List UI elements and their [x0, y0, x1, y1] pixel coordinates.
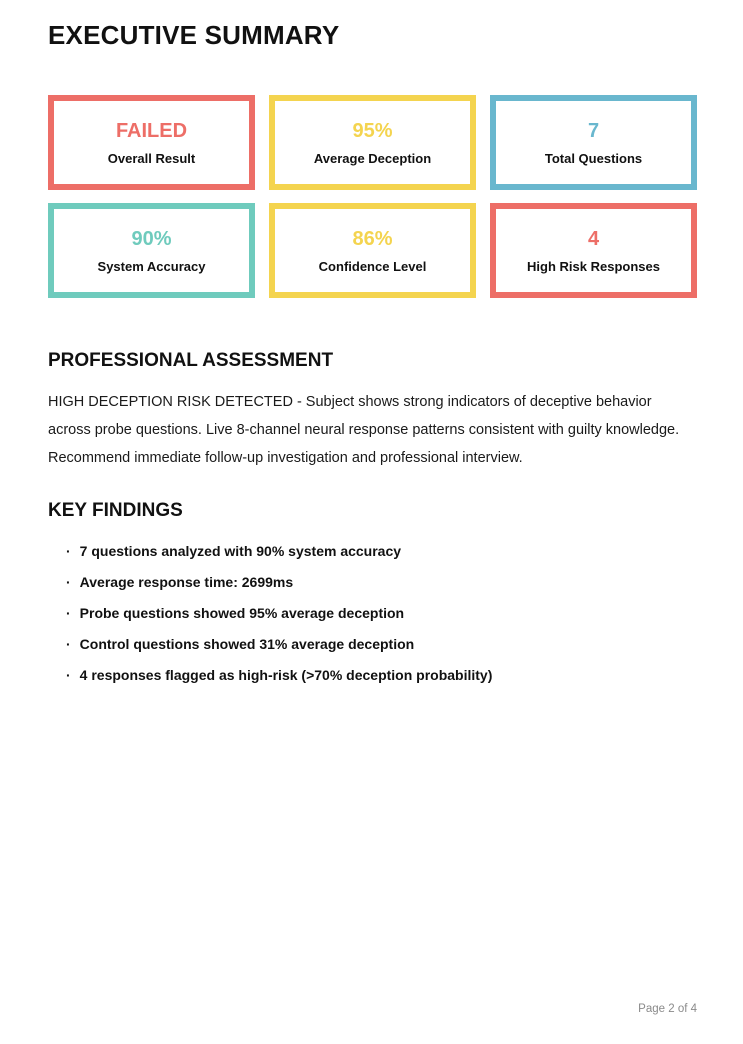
stat-card-grid [48, 95, 697, 298]
bullet-icon: · [66, 667, 71, 683]
professional-assessment-section [48, 350, 697, 472]
assessment-body-text: HIGH DECEPTION RISK DETECTED - Subject shows strong indicators of deceptive behavior across probe questions. Live 8-channel neural response patterns consistent with guilty knowledge. Recommend immediate follow-up investigation and professional interview. [48, 394, 680, 466]
finding-text: Average response time: 2699ms [79, 574, 294, 590]
stat-label: High Risk Responses [527, 258, 660, 274]
stat-card-total-questions [490, 95, 697, 190]
finding-item [66, 606, 697, 620]
stat-value: 90% [131, 227, 172, 250]
stat-card-high-risk-responses [490, 203, 697, 298]
stat-label: Average Deception [313, 150, 432, 166]
findings-list [48, 544, 697, 682]
stat-value: 4 [587, 227, 600, 250]
bullet-icon: · [66, 636, 71, 652]
page-number: Page 2 of 4 [638, 1003, 697, 1015]
bullet-icon: · [66, 574, 71, 590]
stat-card-confidence-level [269, 203, 476, 298]
stat-value: 95% [352, 119, 393, 142]
finding-item [66, 637, 697, 651]
bullet-icon: · [66, 543, 71, 559]
findings-heading: KEY FINDINGS [48, 500, 183, 521]
finding-text: 7 questions analyzed with 90% system accuracy [79, 543, 402, 559]
finding-item [66, 668, 697, 682]
stat-value: 7 [587, 119, 600, 142]
bullet-icon: · [66, 605, 71, 621]
stat-card-average-deception [269, 95, 476, 190]
stat-value: 86% [352, 227, 393, 250]
stat-label: Total Questions [544, 150, 643, 166]
stat-card-overall-result [48, 95, 255, 190]
page-title: EXECUTIVE SUMMARY [48, 20, 340, 50]
finding-item [66, 544, 697, 558]
finding-text: Control questions showed 31% average deception [79, 636, 415, 652]
stat-value: FAILED [115, 119, 188, 142]
stat-label: System Accuracy [97, 258, 206, 274]
finding-text: 4 responses flagged as high-risk (>70% deception probability) [79, 667, 493, 683]
key-findings-section [48, 500, 697, 682]
stat-card-system-accuracy [48, 203, 255, 298]
finding-item [66, 575, 697, 589]
stat-label: Confidence Level [318, 258, 427, 274]
finding-text: Probe questions showed 95% average deception [79, 605, 405, 621]
assessment-heading: PROFESSIONAL ASSESSMENT [48, 350, 334, 371]
stat-label: Overall Result [107, 150, 196, 166]
